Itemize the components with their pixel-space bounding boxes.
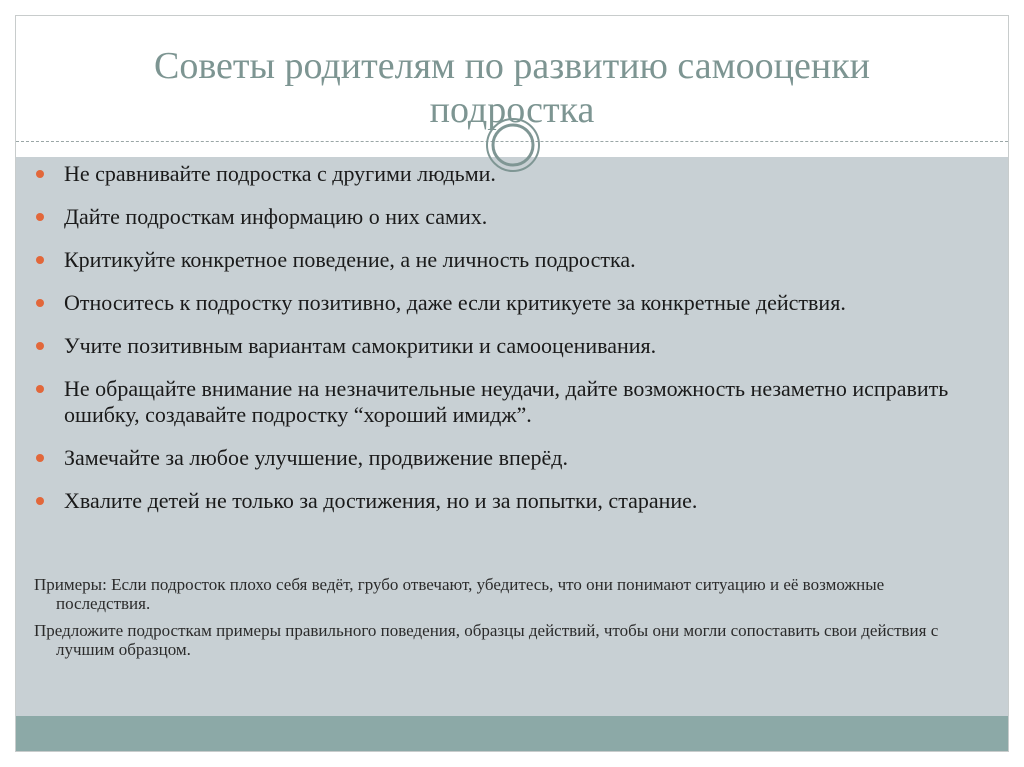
bullet-text: Хвалите детей не только за достижения, но и за попытки, старание. [64, 488, 698, 513]
bullet-text: Относитесь к подростку позитивно, даже если критикуете за конкретные действия. [64, 290, 846, 315]
note-suggestion: Предложите подросткам примеры правильного поведения, образцы действий, чтобы они могли сопоставить свои действия с лучшим образцом. [34, 621, 939, 659]
list-item [34, 488, 984, 514]
bullet-dot-icon [36, 299, 44, 307]
slide [15, 15, 1009, 752]
note-examples: Примеры: Если подросток плохо себя ведёт, грубо отвечают, убедитесь, что они понимают ситуацию и её возможные последствия. [34, 575, 885, 613]
bullet-dot-icon [36, 256, 44, 264]
bullet-text: Не сравнивайте подростка с другими людьми. [64, 161, 496, 186]
bullet-text: Дайте подросткам информацию о них самих. [64, 204, 488, 229]
bullet-text: Замечайте за любое улучшение, продвижение вперёд. [64, 445, 568, 470]
list-item [34, 376, 984, 428]
notes-block [34, 575, 974, 667]
bullet-dot-icon [36, 385, 44, 393]
bullet-dot-icon [36, 497, 44, 505]
bullet-text: Не обращайте внимание на незначительные неудачи, дайте возможность незаметно исправить ошибку, создавайте подростку “хороший имидж”. [64, 376, 949, 427]
bullet-dot-icon [36, 342, 44, 350]
bullet-list [34, 161, 984, 531]
bullet-dot-icon [36, 213, 44, 221]
double-circle-icon [484, 116, 542, 174]
bullet-dot-icon [36, 454, 44, 462]
content-area [16, 157, 1008, 717]
bullet-text: Учите позитивным вариантам самокритики и самооценивания. [64, 333, 657, 358]
list-item [34, 333, 984, 359]
list-item [34, 445, 984, 471]
slide-title: Советы родителям по развитию самооценки подростка [153, 45, 870, 131]
list-item [34, 290, 984, 316]
list-item [34, 204, 984, 230]
bullet-dot-icon [36, 170, 44, 178]
bullet-text: Критикуйте конкретное поведение, а не личность подростка. [64, 247, 636, 272]
footer-band [16, 716, 1008, 751]
list-item [34, 247, 984, 273]
